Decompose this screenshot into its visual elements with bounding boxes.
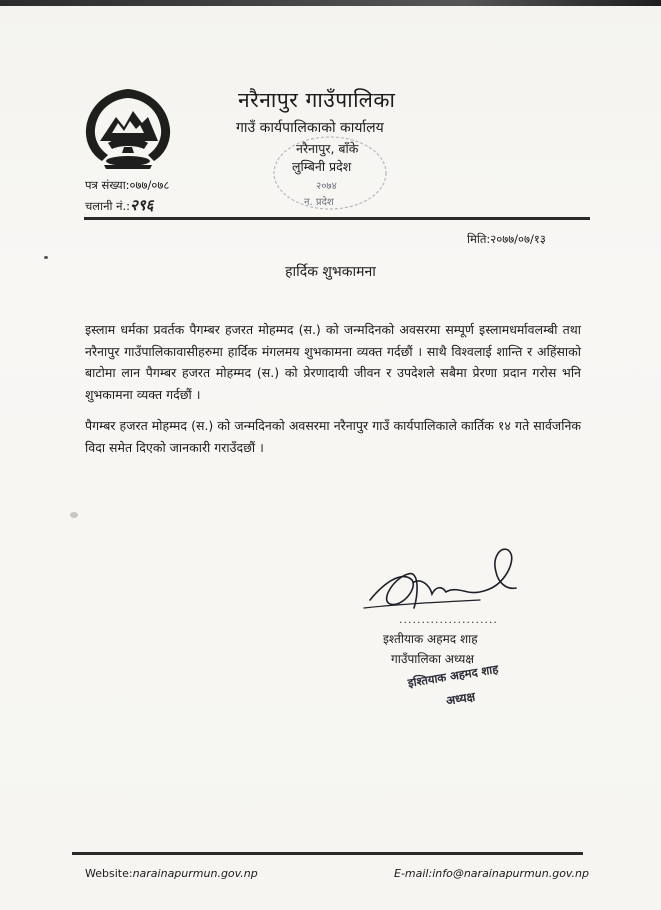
municipality-emblem-icon — [78, 83, 178, 173]
signature-line: ...................... — [399, 613, 498, 626]
letter-number: पत्र संख्या:०७७/०७८ — [85, 178, 170, 192]
signer-name: इश्तीयाक अहमद शाह — [383, 632, 478, 646]
dispatch-value: २९६ — [130, 196, 154, 214]
office-place: नरैनापुर, बाँके — [296, 141, 359, 156]
letter-date: मिति:२०७७/०७/१३ — [467, 232, 546, 246]
header-divider — [84, 217, 590, 220]
letter-body — [85, 319, 581, 468]
email-link[interactable]: info@narainapurmun.gov.np — [432, 867, 589, 880]
footer-website — [85, 867, 258, 880]
signer-role: गाउँपालिका अध्यक्ष — [391, 652, 474, 666]
body-paragraph-1: इस्लाम धर्मका प्रवर्तक पैगम्बर हजरत मोहम्मद (स.) को जन्मदिनको अवसरमा सम्पूर्ण इस्लामधर्मावलम्बी तथा नरैनापुर गाउँपालिकावासीहरुमा हार्दिक मंगलमय शुभकामना व्यक्त गर्दछौं । साथै विश्वलाई शान्ति र अहिंसाको बाटोमा लान पैगम्बर हजरत मोहम्मद (स.) को प्रेरणादायी जीवन र उपदेशले सबैमा प्रेरणा प्रदान गरोस भनि शुभकामना व्यक्त गर्दछौं । — [85, 322, 581, 402]
scan-top-edge — [0, 0, 661, 6]
stamp-caption: न. प्रदेश — [304, 197, 334, 208]
office-stamp — [268, 125, 398, 215]
scan-speck — [44, 256, 48, 259]
footer-email — [394, 867, 589, 880]
body-paragraph-2: पैगम्बर हजरत मोहम्मद (स.) को जन्मदिनको अवसरमा नरैनापुर गाउँ कार्यपालिकाले कार्तिक १४ गते सार्वजनिक विदा समेत दिएको जानकारी गराउँदछौं । — [85, 418, 581, 455]
email-label: E-mail: — [394, 867, 433, 880]
dispatch-number — [85, 195, 153, 215]
name-stamp: इश्तियाक अहमद शाह — [406, 661, 500, 690]
footer-divider — [72, 852, 583, 855]
office-title: नरैनापुर गाउँपालिका — [238, 88, 396, 112]
office-province: लुम्बिनी प्रदेश — [292, 159, 352, 174]
stamp-year: २०७४ — [316, 181, 337, 192]
letter-subject: हार्दिक शुभकामना — [285, 264, 376, 280]
website-label: Website: — [85, 867, 133, 880]
handwritten-signature — [360, 538, 530, 618]
dispatch-label: चलानी नं.: — [85, 199, 131, 213]
role-stamp: अध्यक्ष — [444, 689, 477, 708]
scan-smudge — [70, 512, 78, 518]
website-link[interactable]: narainapurmun.gov.np — [132, 867, 258, 880]
office-subtitle: गाउँ कार्यपालिकाको कार्यालय — [236, 120, 384, 136]
